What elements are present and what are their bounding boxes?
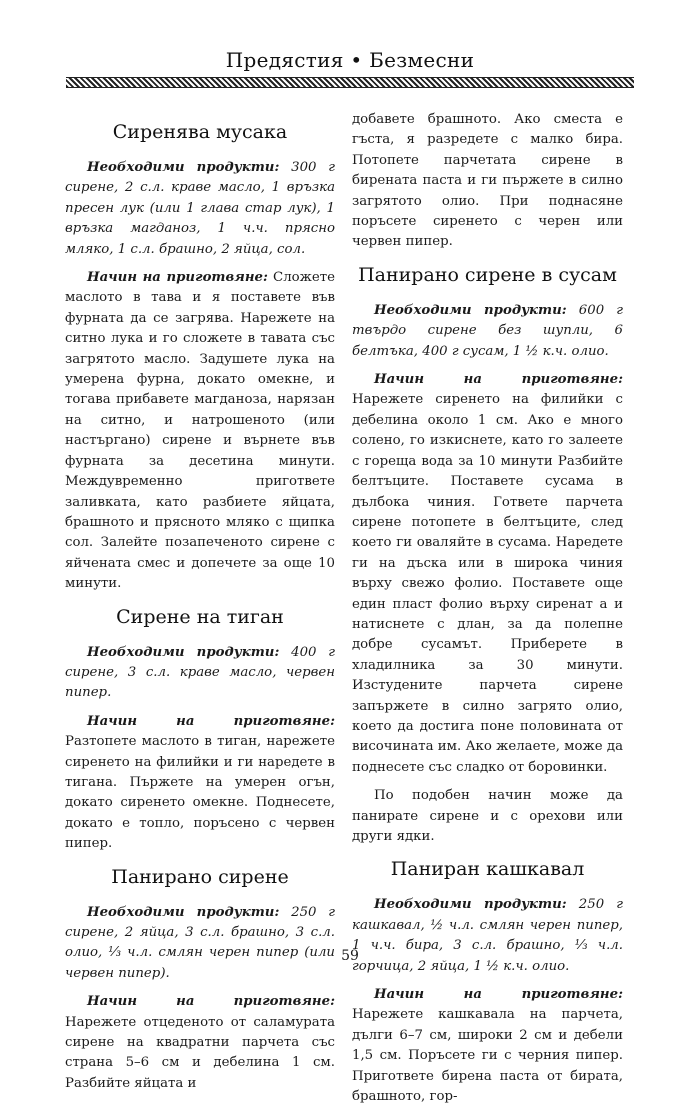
page-number: 59 [341,948,359,964]
recipe-sirenyava-musaka [65,120,335,595]
method-paragraph [65,712,335,855]
method-text: Разтопете маслото в тиган, нарежете сиренето на филийки и ги наредете в тигана. Пържете на умерен огън, докато сиренето омекне. Поднесете, докато е топло, поръсено с червен пипер. [65,734,335,852]
ingredients-paragraph [352,301,623,362]
recipe-title: Сиренява мусака [112,121,288,143]
method-label: Начин на приготвяне: [87,270,268,286]
method-text: Нарежете кашкавала на парчета, дълги 6–7 см, широки 2 см и дебели 1,5 см. Поръсете ги с черния пипер. Пригответе бирена паста от бирата, брашното, гор- [352,1007,623,1105]
recipe-sirene-na-tigan [65,605,335,855]
ingredients-label: Необходими продукти: [87,904,280,920]
ingredients-text: 600 г твърдо сирене без шупли, 6 белтъка, 400 г сусам, 1 ½ к.ч. олио. [352,302,623,359]
recipe-title: Панирано сирене [111,865,289,888]
method-text: Нарежете отцеденото от саламурата сирене на квадратни парчета със страна 5–6 см и дебелина 1 см. Разбийте яйцата и [65,1014,335,1091]
ingredients-paragraph [65,158,335,260]
recipe-title: Паниран кашкавал [390,858,585,881]
method-label: Начин на приготвяне: [374,987,623,1003]
method-label: Начин на приготвяне: [87,994,335,1010]
method-paragraph [352,370,623,778]
right-column [352,110,623,1115]
chapter-header: Предястия • Безмесни [225,48,475,72]
method-label: Начин на приготвяне: [374,372,623,388]
ingredients-text: 300 г сирене, 2 с.л. краве масло, 1 връзка пресен лук (или 1 глава стар лук), 1 връзка магданоз, 1 ч.ч. прясно мляко, 1 с.л. брашно, 2 яйца, сол. [65,160,335,257]
ingredients-text: 250 г сирене, 2 яйца, 3 с.л. брашно, 3 с.л. олио, ⅓ ч.л. смлян черен пипер (или червен пипер). [65,904,335,981]
method-paragraph [352,985,623,1107]
ingredients-paragraph [65,643,335,704]
note-paragraph: По подобен начин може да панирате сирене и с орехови или други ядки. [352,788,623,844]
header-ornament [66,77,634,88]
ingredients-text: 400 г сирене, 3 с.л. краве масло, червен пипер. [65,644,335,701]
recipe-paniran-kashkaval [352,857,623,1107]
ingredients-label: Необходими продукти: [374,302,567,318]
ingredients-paragraph [65,903,335,985]
method-paragraph [65,268,335,595]
method-text: Нарежете сиренето на филийки с дебелина около 1 см. Ако е много солено, го изкиснете, като го залеете с гореща вода за 10 минути Разбийте белтъците. Поставете сусама в дълбока чиния. Гответе парчета сирене потопете в белтъците, след което ги оваляйте в сусама. Наредете ги на дъска или в широка чиния върху свежо фолио. Поставете още един пласт фолио върху сиренат а и натиснете с длан, за да полепне добре сусамът. Приберете в хладилника за 30 минути. Изстудените парчета сирене запържете в силно загрято олио, което да достига поне половината от височината им. Ако желаете, може да поднесете със сладко от боровинки. [352,392,623,775]
ingredients-label: Необходими продукти: [87,644,280,660]
ingredients-paragraph [352,895,623,977]
method-text: Сложете маслото в тава и я поставете във фурната да се загрява. Нарежете на ситно лука и го сложете в тавата със загрятото масло. Задушете лука на умерена фурна, докато омекне, и тогава прибавете магданоза, нарязан на ситно, и натрошеното (или настъргано) сирене и върнете във фурната за десетина минути. Междувременно пригответе заливката, като разбиете яйцата, брашното и прясното мляко с щипка сол. Залейте позапеченото сирене с яйчената смес и допечете за още 10 минути. [65,270,335,592]
method-paragraph [65,992,335,1094]
method-label: Начин на приготвяне: [87,713,335,729]
method-continued-paragraph: добавете брашното. Ако сместа е гъста, я разредете с малко бира. Потопете парчетата сирене в бирената паста и ги пържете в силно загрятото олио. При поднасяне поръсете сиренето с черен или червен пипер. [352,112,623,250]
recipe-panirano-sirene [65,865,335,1095]
recipe-title: Сирене на тиган [116,605,284,628]
ingredients-label: Необходими продукти: [374,897,567,913]
recipe-title: Панирано сирене в сусам [358,263,617,286]
ingredients-text: 250 г кашкавал, ½ ч.л. смлян черен пипер, 1 ч.ч. бира, 3 с.л. брашно, ⅓ ч.л. горчица, 2 яйца, 1 ½ к.ч. олио. [352,897,623,974]
recipe-panirano-sirene-v-susam [352,263,623,848]
ingredients-label: Необходими продукти: [87,160,280,175]
